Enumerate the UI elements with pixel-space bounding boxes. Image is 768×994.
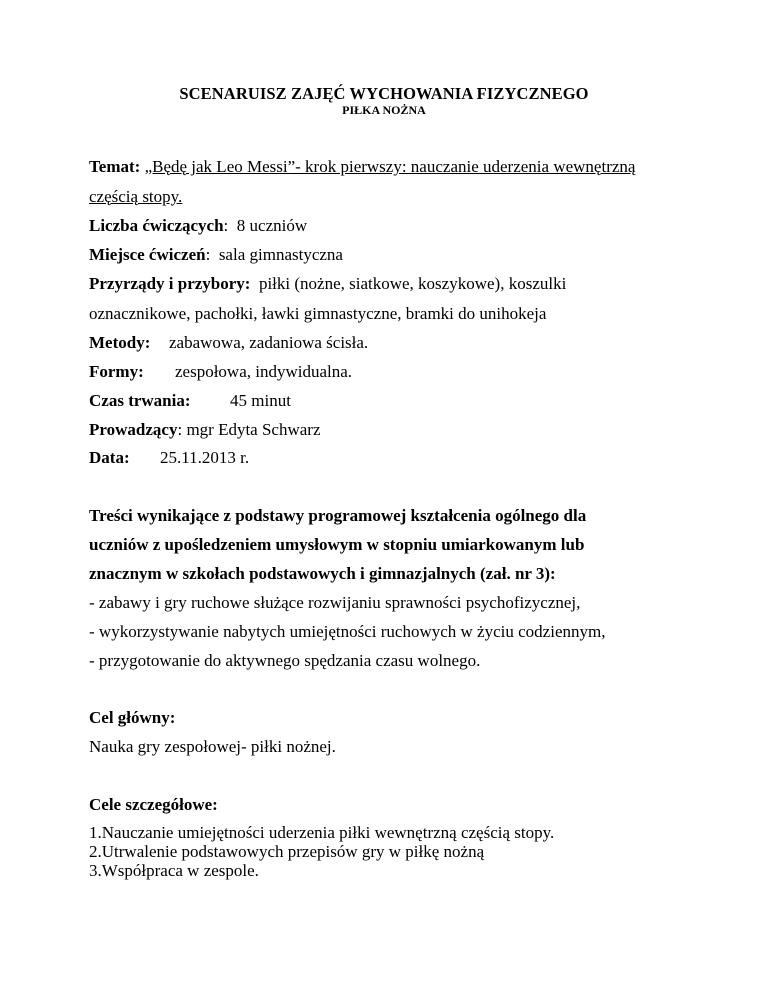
participants-sep: :: [223, 216, 229, 235]
participants-label: Liczba ćwiczących: [89, 216, 224, 235]
topic-line-2: [89, 187, 182, 207]
teacher-sep: :: [177, 420, 183, 439]
topic-text-2: częścią stopy.: [89, 187, 183, 206]
place-sep: :: [205, 245, 211, 264]
place-value: sala gimnastyczna: [218, 245, 343, 264]
equipment-label: Przyrządy i przybory:: [89, 274, 251, 293]
equipment-value-1: piłki (nożne, siatkowe, koszykowe), koszulki: [258, 274, 567, 293]
detailed-goal-item: 1.Nauczanie umiejętności uderzenia piłki wewnętrzną częścią stopy.: [89, 823, 555, 842]
duration-row: [89, 391, 191, 411]
curriculum-heading-line-1: Treści wynikające z podstawy programowej kształcenia ogólnego dla: [89, 506, 587, 525]
curriculum-heading-line-3: znacznym w szkołach podstawowych i gimnazjalnych (zał. nr 3):: [89, 564, 556, 583]
participants-row: [89, 216, 307, 236]
date-value: 25.11.2013 r.: [160, 448, 250, 467]
duration-label: Czas trwania:: [89, 391, 191, 410]
equipment-value-2: oznacznikowe, pachołki, ławki gimnastyczne, bramki do unihokeja: [89, 304, 547, 323]
teacher-label: Prowadzący: [89, 420, 178, 439]
place-label: Miejsce ćwiczeń: [89, 245, 206, 264]
document-title: SCENARUISZ ZAJĘĆ WYCHOWANIA FIZYCZNEGO: [179, 84, 589, 103]
methods-value: zabawowa, zadaniowa ścisła.: [169, 333, 369, 352]
date-label: Data:: [89, 448, 130, 467]
methods-row: [89, 333, 150, 353]
topic-text-1: „Będę jak Leo Messi”- krok pierwszy: nauczanie uderzenia wewnętrzną: [144, 157, 636, 176]
place-row: [89, 245, 343, 265]
forms-row: [89, 362, 144, 382]
date-row: [89, 448, 130, 468]
detailed-goal-item: 3.Współpraca w zespole.: [89, 861, 259, 880]
topic-line-1: [89, 157, 635, 177]
curriculum-item: - przygotowanie do aktywnego spędzania czasu wolnego.: [89, 651, 481, 670]
curriculum-heading-line-2: uczniów z upośledzeniem umysłowym w stopniu umiarkowanym lub: [89, 535, 585, 554]
document-subtitle: PIŁKA NOŻNA: [342, 103, 426, 117]
curriculum-item: - zabawy i gry ruchowe służące rozwijaniu sprawności psychofizycznej,: [89, 593, 581, 612]
main-goal-text: Nauka gry zespołowej- piłki nożnej.: [89, 737, 336, 756]
teacher-value: mgr Edyta Schwarz: [186, 420, 321, 439]
main-goal-heading: Cel główny:: [89, 708, 176, 727]
methods-label: Metody:: [89, 333, 151, 352]
detailed-goal-item: 2.Utrwalenie podstawowych przepisów gry w piłkę nożną: [89, 842, 485, 861]
detailed-goals-heading: Cele szczegółowe:: [89, 795, 218, 814]
forms-label: Formy:: [89, 362, 144, 381]
forms-value: zespołowa, indywidualna.: [175, 362, 353, 381]
equipment-row: [89, 274, 566, 294]
teacher-row: [89, 420, 321, 440]
equipment-row-2: [89, 304, 546, 324]
curriculum-item: - wykorzystywanie nabytych umiejętności ruchowych w życiu codziennym,: [89, 622, 606, 641]
participants-value: 8 uczniów: [236, 216, 308, 235]
duration-value: 45 minut: [230, 391, 291, 410]
topic-label: Temat:: [89, 157, 141, 176]
